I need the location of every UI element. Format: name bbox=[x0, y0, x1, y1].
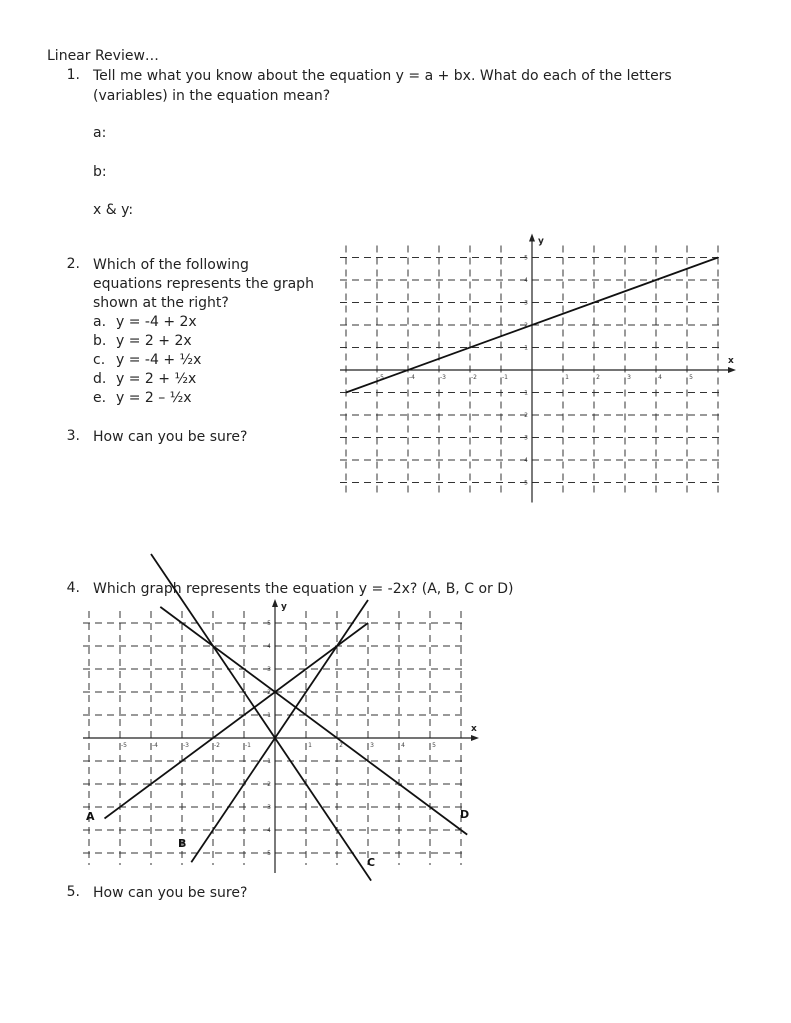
q2-option-c bbox=[93, 351, 202, 369]
series-line-d bbox=[160, 607, 470, 835]
q2-option-d bbox=[93, 370, 197, 388]
x-tick-label: 1 bbox=[308, 742, 312, 749]
q1-xy-label: x & y: bbox=[93, 202, 134, 218]
option-text: y = 2 + 2x bbox=[116, 333, 192, 349]
y-tick-label: -2 bbox=[265, 781, 271, 788]
x-tick-label: 2 bbox=[339, 742, 343, 749]
q3-text: How can you be sure? bbox=[93, 429, 248, 445]
x-tick-label: -5 bbox=[378, 374, 384, 381]
x-axis-label: x bbox=[728, 356, 734, 366]
x-tick-label: 3 bbox=[627, 374, 631, 381]
option-letter: b. bbox=[93, 333, 107, 349]
y-tick-label: 3 bbox=[267, 666, 271, 673]
series-label-d: D bbox=[460, 808, 470, 821]
y-tick-label: 3 bbox=[524, 299, 528, 307]
series-label-b: B bbox=[178, 837, 187, 850]
q1-text-line2: (variables) in the equation mean? bbox=[93, 88, 331, 104]
y-tick-label: -2 bbox=[522, 412, 528, 419]
x-tick-label: -4 bbox=[409, 374, 415, 381]
y-tick-label: 5 bbox=[524, 254, 528, 262]
y-tick-label: -5 bbox=[265, 850, 271, 857]
option-text: y = 2 – ½x bbox=[116, 390, 192, 406]
q4-number: 4. bbox=[66, 580, 80, 596]
x-tick-label: -2 bbox=[214, 742, 220, 749]
option-letter: e. bbox=[93, 390, 107, 406]
y-tick-label: 2 bbox=[524, 322, 528, 329]
y-tick-label: -1 bbox=[522, 389, 528, 397]
x-tick-label: 3 bbox=[370, 742, 374, 749]
x-tick-label: -3 bbox=[183, 742, 189, 749]
x-axis-label: x bbox=[471, 724, 477, 734]
x-tick-label: -1 bbox=[502, 374, 508, 381]
y-tick-label: -4 bbox=[265, 827, 271, 834]
series-line-a bbox=[105, 623, 369, 819]
q2-option-e bbox=[93, 389, 192, 407]
x-tick-label: -1 bbox=[245, 742, 251, 749]
y-tick-label: -5 bbox=[522, 479, 528, 487]
q2-text-line: shown at the right? bbox=[93, 295, 229, 311]
q5-text: How can you be sure? bbox=[93, 885, 248, 901]
y-tick-label: -4 bbox=[522, 457, 528, 464]
q1-text-line1: Tell me what you know about the equation y = a + bx. What do each of the letters bbox=[93, 68, 672, 84]
x-tick-label: 4 bbox=[658, 374, 662, 381]
x-axis-arrow bbox=[471, 735, 479, 741]
y-axis-label: y bbox=[538, 236, 544, 247]
y-tick-label: 1 bbox=[267, 712, 271, 719]
q1-number: 1. bbox=[66, 67, 80, 83]
y-tick-label: -1 bbox=[265, 758, 271, 765]
q4-text: Which graph represents the equation y = -2x? (A, B, C or D) bbox=[93, 581, 514, 597]
option-letter: a. bbox=[93, 314, 107, 330]
y-tick-label: 4 bbox=[267, 643, 271, 650]
series-line-c bbox=[151, 554, 371, 881]
series-label-a: A bbox=[86, 810, 95, 823]
y-tick-label: 1 bbox=[524, 344, 528, 352]
option-text: y = 2 + ½x bbox=[116, 371, 197, 387]
q2-text-line: Which of the following bbox=[93, 257, 249, 273]
x-tick-label: 2 bbox=[596, 374, 600, 381]
y-axis-arrow bbox=[272, 599, 278, 607]
q2-option-a bbox=[93, 313, 197, 331]
y-tick-label: 2 bbox=[267, 689, 271, 696]
series-line-b bbox=[191, 600, 368, 862]
x-tick-label: -3 bbox=[440, 374, 446, 381]
q3-number: 3. bbox=[66, 428, 80, 444]
y-axis-arrow bbox=[529, 234, 535, 242]
y-tick-label: -3 bbox=[522, 434, 528, 442]
y-tick-label: 5 bbox=[267, 620, 271, 627]
x-tick-label: 4 bbox=[401, 742, 405, 749]
x-tick-label: -2 bbox=[471, 374, 477, 381]
q1-b-label: b: bbox=[93, 164, 107, 180]
q5-number: 5. bbox=[66, 884, 80, 900]
graph-question-2 bbox=[340, 230, 734, 510]
graph-question-4 bbox=[82, 600, 477, 880]
x-tick-label: -5 bbox=[121, 742, 127, 749]
x-tick-label: 1 bbox=[565, 374, 569, 381]
q2-number: 2. bbox=[66, 256, 80, 272]
q1-a-label: a: bbox=[93, 125, 107, 141]
option-letter: c. bbox=[93, 352, 106, 368]
x-axis-arrow bbox=[728, 367, 736, 373]
x-tick-label: 5 bbox=[432, 742, 436, 749]
x-tick-label: 5 bbox=[689, 374, 693, 381]
series-label-c: C bbox=[367, 856, 376, 869]
y-tick-label: -3 bbox=[265, 804, 271, 811]
option-text: y = -4 + ½x bbox=[116, 352, 202, 368]
q2-option-b bbox=[93, 332, 192, 350]
y-axis-label: y bbox=[281, 602, 287, 612]
y-tick-label: 4 bbox=[524, 277, 528, 284]
x-tick-label: -4 bbox=[152, 742, 158, 749]
page-title: Linear Review… bbox=[47, 48, 159, 64]
option-letter: d. bbox=[93, 371, 107, 387]
q2-text-line: equations represents the graph bbox=[93, 276, 314, 292]
option-text: y = -4 + 2x bbox=[116, 314, 197, 330]
